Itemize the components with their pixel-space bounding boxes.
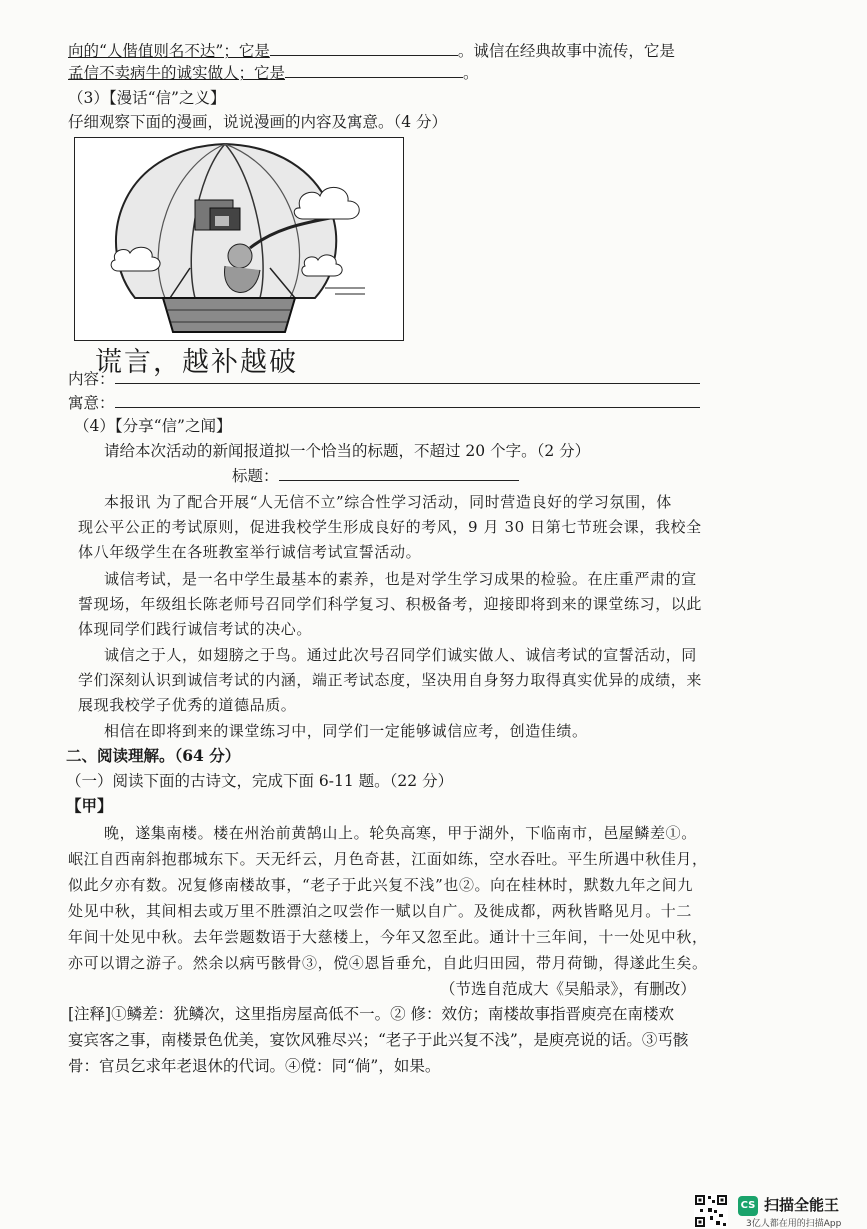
qr-code-icon bbox=[694, 1194, 728, 1228]
news-line: 体八年级学生在各班教室举行诚信考试宣誓活动。 bbox=[78, 543, 422, 561]
meaning-line bbox=[68, 392, 700, 414]
balloon-cartoon-illustration bbox=[75, 138, 403, 340]
line-1-right: 。诚信在经典故事中流传，它是 bbox=[457, 42, 675, 60]
line-2-right: 。 bbox=[463, 64, 479, 82]
answer-blank-1[interactable] bbox=[270, 41, 458, 56]
content-answer-field[interactable] bbox=[115, 369, 700, 384]
section2-sub: （一）阅读下面的古诗文，完成下面 6-11 题。（22 分） bbox=[66, 772, 454, 790]
passage-line: 岷江自西南斜抱郡城东下。天无纤云，月色奇甚，江面如练，空水吞吐。平生所遇中秋佳月， bbox=[68, 850, 708, 868]
q4-prompt: 请给本次活动的新闻报道拟一个恰当的标题，不超过 20 个字。（2 分） bbox=[104, 442, 591, 460]
answer-blank-2[interactable] bbox=[285, 63, 463, 78]
news-line: 展现我校学子优秀的道德品质。 bbox=[78, 696, 297, 714]
news-line: 学们深刻认识到诚信考试的内涵，端正考试态度，坚决用自身努力取得真实优异的成绩，来 bbox=[78, 671, 703, 689]
scanner-watermark bbox=[694, 1194, 854, 1229]
line-2 bbox=[68, 62, 479, 84]
news-line: 相信在即将到来的课堂练习中，同学们一定能够诚信应考，创造佳绩。 bbox=[104, 722, 588, 740]
note-line: 宴宾客之事，南楼景色优美，宴饮风雅尽兴；“老子于此兴复不浅”，是庾亮说的话。③丐骸 bbox=[68, 1031, 689, 1049]
news-line: 本报讯 为了配合开展“人无信不立”综合性学习活动，同时营造良好的学习氛围，体 bbox=[104, 493, 672, 511]
title-line bbox=[232, 465, 519, 487]
news-line: 体现同学们践行诚信考试的决心。 bbox=[78, 620, 313, 638]
app-slogan: 3亿人都在用的扫描App bbox=[746, 1219, 842, 1229]
meaning-label: 寓意： bbox=[68, 394, 115, 412]
q3-prompt: 仔细观察下面的漫画，说说漫画的内容及寓意。（4 分） bbox=[68, 113, 448, 131]
note-line: [注释]①鳞差：犹鳞次，这里指房屋高低不一。② 修：效仿；南楼故事指晋庾亮在南楼欢 bbox=[68, 1005, 675, 1023]
news-line: 现公平公正的考试原则，促进我校学生形成良好的考风，9 月 30 日第七节班会课，我校全 bbox=[78, 518, 702, 536]
line-1 bbox=[68, 40, 675, 62]
content-label: 内容： bbox=[68, 370, 115, 388]
title-label: 标题： bbox=[232, 467, 279, 485]
note-line: 骨：官员乞求年老退休的代词。④傥：同“倘”，如果。 bbox=[68, 1057, 441, 1075]
camscanner-logo-icon: CS bbox=[738, 1196, 758, 1216]
news-line: 诚信考试，是一名中学生最基本的素养，也是对学生学习成果的检验。在庄重严肃的宣 bbox=[104, 570, 697, 588]
passage-line: 晚，遂集南楼。楼在州治前黄鹄山上。轮奂高寒，甲于湖外，下临南市，邑屋鳞差①。 bbox=[104, 824, 697, 842]
line-2-left: 孟信不卖病牛的诚实做人；它是 bbox=[68, 64, 286, 82]
q3-heading: （3）【漫话“信”之义】 bbox=[68, 89, 226, 107]
cartoon-image bbox=[74, 137, 404, 341]
passage-line: 年间十处见中秋。去年尝题数语于大慈楼上，今年又忽至此。通计十三年间，十一处见中秋， bbox=[68, 928, 708, 946]
news-line: 誓现场，年级组长陈老师号召同学们科学复习、积极备考，迎接即将到来的课堂练习，以此 bbox=[78, 595, 703, 613]
passage-line: 处见中秋，其间相去或万里不胜漂泊之叹尝作一赋以自广。及徙成都，两秋皆略见月。十二 bbox=[68, 902, 693, 920]
q4-heading: （4）【分享“信”之闻】 bbox=[74, 417, 232, 435]
passage-line: 亦可以谓之游子。然余以病丐骸骨③，傥④恩旨垂允，自此归田园，带月荷锄，得遂此生矣。 bbox=[68, 954, 708, 972]
passage-line: 似此夕亦有数。况复修南楼故事，“老子于此兴复不浅”也②。向在桂林时，默数九年之间九 bbox=[68, 876, 693, 894]
passage-source: （节选自范成大《吴船录》，有删改） bbox=[440, 980, 696, 998]
content-line bbox=[68, 368, 700, 390]
title-answer-field[interactable] bbox=[279, 466, 519, 481]
line-1-left: 向的“人偕值则名不达”；它是 bbox=[68, 42, 270, 60]
jia-label: 【甲】 bbox=[66, 796, 113, 815]
news-line: 诚信之于人，如翅膀之于鸟。通过此次号召同学们诚实做人、诚信考试的宣誓活动，同 bbox=[104, 646, 697, 664]
section2-heading: 二、阅读理解。（64 分） bbox=[66, 746, 241, 765]
app-name: 扫描全能王 bbox=[764, 1196, 840, 1214]
cartoon-caption: 谎言，越补越破 bbox=[95, 347, 298, 378]
meaning-answer-field[interactable] bbox=[115, 393, 700, 408]
